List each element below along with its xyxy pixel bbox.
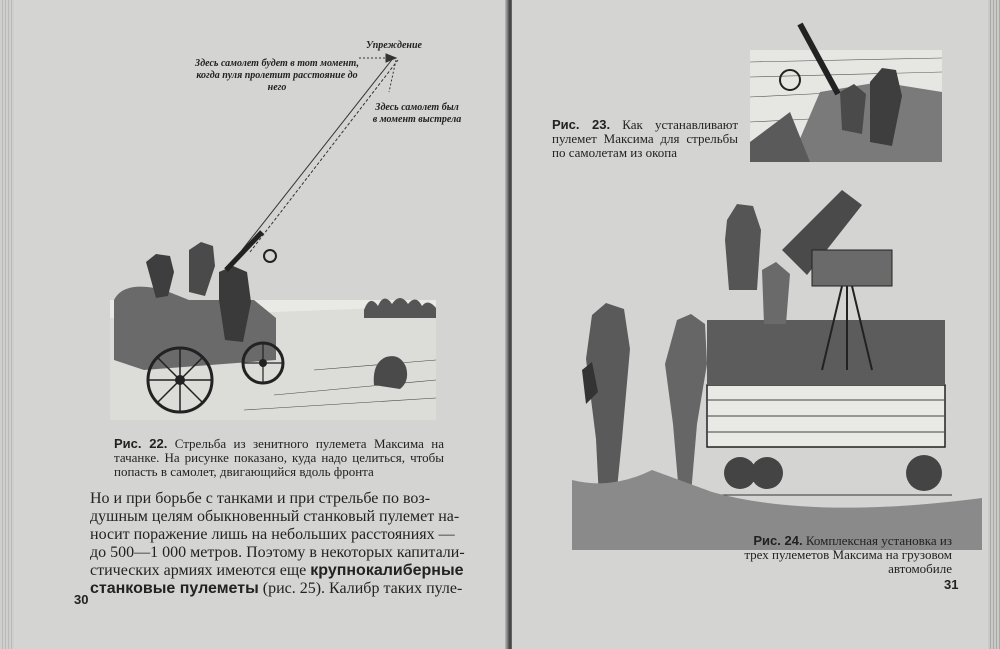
page-edges-left bbox=[0, 0, 14, 649]
fig24-caption bbox=[742, 534, 952, 576]
fig24-illustration bbox=[512, 180, 982, 550]
fig23-text: Как устанавливают пулемет Максима для стрельбы по самолетам из окопа bbox=[552, 117, 739, 160]
body-line: носит поражение лишь на небольших расстояниях — bbox=[90, 526, 455, 543]
fig24-text: Комплексная установка из трех пулеметов Максима на грузовом автомобиле bbox=[744, 533, 952, 576]
body-line: до 500—1 000 метров. Поэтому в некоторых капитали- bbox=[90, 544, 465, 561]
page-number-right: 31 bbox=[944, 577, 959, 592]
body-line: душным целям обыкновенный станковый пулемет на- bbox=[90, 508, 460, 525]
body-line bbox=[90, 580, 485, 598]
fig22-caption bbox=[114, 437, 444, 479]
body-text-run: стических армиях имеются еще bbox=[90, 562, 307, 579]
body-text-run: (рис. 25). Калибр таких пуле- bbox=[262, 580, 463, 597]
annotation-future-position: Здесь самолет будет в тот момент, когда пуля пролетит расстояние до него bbox=[194, 58, 360, 93]
body-text bbox=[90, 490, 485, 598]
fig24-label: Рис. 24. bbox=[753, 533, 803, 548]
annotation-past-position: Здесь самолет был в момент выстрела bbox=[372, 102, 462, 125]
body-line bbox=[90, 562, 485, 580]
fig23-label: Рис. 23. bbox=[552, 117, 611, 132]
left-page bbox=[14, 0, 509, 649]
right-page bbox=[512, 0, 988, 649]
body-line: Но и при борьбе с танками и при стрельбе по воз- bbox=[90, 490, 431, 507]
fig23-caption bbox=[552, 118, 738, 160]
fig22-text: Стрельба из зенитного пулемета Максима на тачанке. На рисунке показано, куда надо целиться, чтобы попасть в самолет, двигающийся вдоль фронта bbox=[114, 436, 445, 479]
fig22-label: Рис. 22. bbox=[114, 436, 168, 451]
bold-term: станковые пулеметы bbox=[90, 580, 259, 597]
annotation-lead: Упреждение bbox=[366, 40, 422, 51]
page-number-left: 30 bbox=[74, 592, 89, 607]
page-edges-right bbox=[988, 0, 1000, 649]
fig23-illustration bbox=[750, 22, 942, 162]
bold-term: крупнокалиберные bbox=[310, 562, 464, 579]
